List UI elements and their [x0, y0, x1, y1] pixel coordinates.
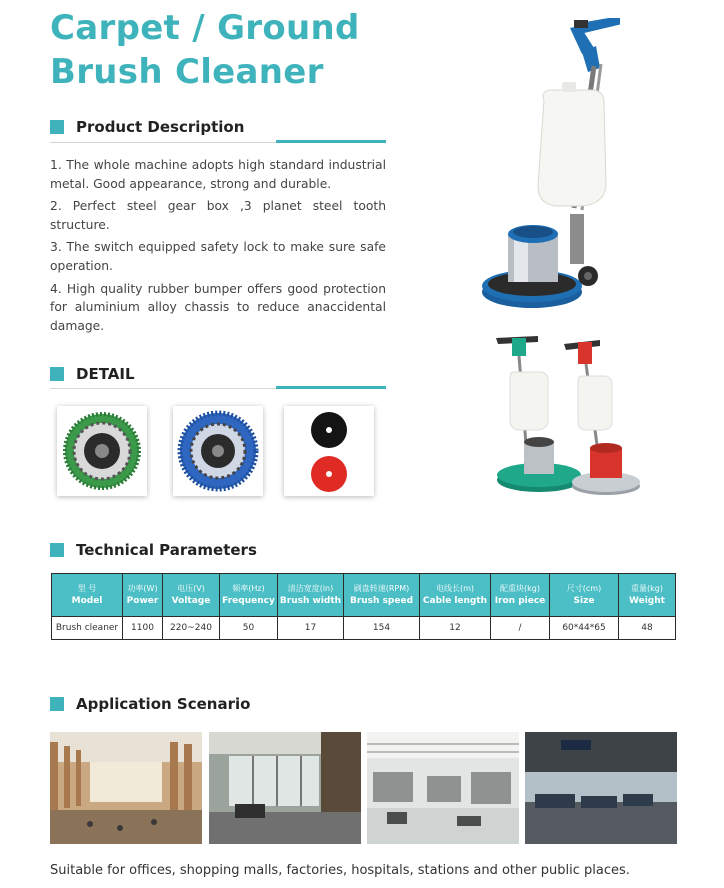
- divider: [50, 142, 276, 143]
- table-cell: 220~240: [163, 617, 220, 640]
- section-technical-parameters: [50, 541, 257, 559]
- section-title: Application Scenario: [76, 695, 251, 713]
- pads-thumbnail: [284, 406, 374, 496]
- section-title: Technical Parameters: [76, 541, 257, 559]
- section-detail: [50, 365, 135, 383]
- divider: [50, 388, 276, 389]
- table-row: [52, 617, 676, 640]
- parameters-table: [51, 573, 676, 640]
- green-machine: [496, 336, 581, 492]
- station-photo: [525, 732, 677, 844]
- section-application-scenario: [50, 695, 250, 713]
- variant-machines-image: [494, 334, 644, 496]
- blue-brush-icon: [173, 406, 263, 496]
- product-description: [50, 156, 386, 339]
- main-machine-image: [470, 18, 620, 318]
- section-marker-icon: [50, 120, 64, 134]
- table-cell: Brush cleaner: [52, 617, 123, 640]
- office-photo: [209, 732, 361, 844]
- blue-brush-thumbnail: [173, 406, 263, 496]
- title-line-1: Carpet / Ground: [50, 8, 360, 48]
- table-cell: 154: [344, 617, 420, 640]
- section-title: Product Description: [76, 118, 245, 136]
- table-header-cell: 清洁宽度(in) Brush width: [278, 574, 344, 617]
- table-header-cell: 刷盘转速(RPM) Brush speed: [344, 574, 420, 617]
- title-line-2: Brush Cleaner: [50, 52, 324, 92]
- description-item: 4. High quality rubber bumper offers good protection for aluminium alloy chassis to reduce anaccidental damage.: [50, 281, 386, 333]
- mall-photo: [50, 732, 202, 844]
- section-marker-icon: [50, 543, 64, 557]
- table-header-row: [52, 574, 676, 617]
- pad-discs-icon: [284, 406, 374, 496]
- description-item: 2. Perfect steel gear box ,3 planet steel tooth structure.: [50, 199, 386, 232]
- table-header-cell: 配重块(kg) Iron piece: [491, 574, 550, 617]
- table-header-cell: 重量(kg) Weight: [619, 574, 676, 617]
- table-cell: 48: [619, 617, 676, 640]
- table-cell: 17: [278, 617, 344, 640]
- accent-rule: [276, 140, 386, 143]
- section-title: DETAIL: [76, 365, 135, 383]
- table-header-cell: 电线长(m) Cable length: [420, 574, 491, 617]
- table-cell: 60*44*65: [550, 617, 619, 640]
- table-cell: 12: [420, 617, 491, 640]
- table-cell: /: [491, 617, 550, 640]
- accent-rule: [276, 386, 386, 389]
- table-header-cell: 尺寸(cm) Size: [550, 574, 619, 617]
- table-cell: 50: [220, 617, 278, 640]
- table-header-cell: 频率(Hz) Frequency: [220, 574, 278, 617]
- section-product-description: [50, 118, 244, 136]
- footer-text: Suitable for offices, shopping malls, factories, hospitals, stations and other public places.: [50, 863, 630, 878]
- section-marker-icon: [50, 697, 64, 711]
- table-cell: 1100: [123, 617, 163, 640]
- description-item: 1. The whole machine adopts high standard industrial metal. Good appearance, strong and durable.: [50, 158, 386, 191]
- table-header-cell: 电压(V) Voltage: [163, 574, 220, 617]
- section-marker-icon: [50, 367, 64, 381]
- description-item: 3. The switch equipped safety lock to make sure safe operation.: [50, 240, 386, 273]
- green-brush-icon: [57, 406, 147, 496]
- factory-photo: [367, 732, 519, 844]
- green-brush-thumbnail: [57, 406, 147, 496]
- table-header-cell: 型 号 Model: [52, 574, 123, 617]
- table-header-cell: 功率(W) Power: [123, 574, 163, 617]
- page-title: [50, 6, 430, 94]
